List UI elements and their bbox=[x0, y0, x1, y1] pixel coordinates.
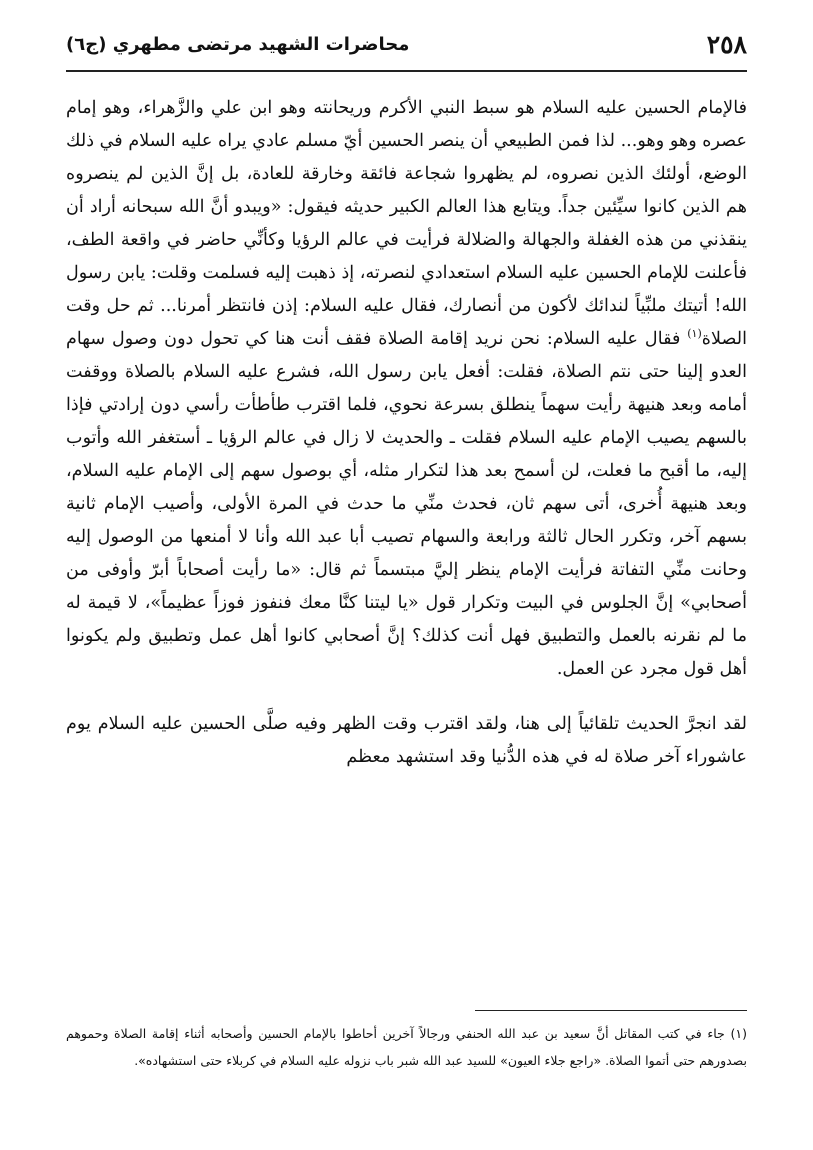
footnote-text: جاء في كتب المقاتل أنَّ سعيد بن عبد الله الحنفي ورجالاً آخرين أحاطوا بالإمام الحسين وأصحابه أثناء إقامة الصلاة وحموهم بصدورهم حتى أتموا الصلاة. «راجع جلاء العيون» للسيد عبد الله شبر باب نزوله عليه السلام في كربلاء حتى استشهاده». bbox=[66, 1026, 747, 1068]
main-text bbox=[66, 92, 747, 774]
running-title: محاضرات الشهيد مرتضى مطهري (ج٦) bbox=[66, 34, 410, 55]
footnote-reference: (١) bbox=[687, 327, 702, 341]
paragraph-text: فقال عليه السلام: نحن نريد إقامة الصلاة فقف أنت هنا كي تحول دون وصول سهام العدو إلينا حتى نتم الصلاة، فقلت: أفعل يابن رسول الله، فشرع عليه السلام بالصلاة ووقفت أمامه وبعد هنيهة رأيت سهماً ينطلق بسرعة نحوي، فلما اقترب طأطأت رأسي دون إرادتي فإذا بالسهم يصيب الإمام عليه السلام فقلت ـ والحديث لا زال في عالم الرؤيا ـ أستغفر الله وأتوب إليه، ما أقبح ما فعلت، لن أسمح بعد هذا لتكرار مثله، أي بوصول سهم إلى الإمام عليه السلام، وبعد هنيهة أُخرى، أتى سهم ثان، فحدث منِّي ما حدث في المرة الأولى، وأصيب الإمام ثانية بسهم آخر، وتكرر الحال ثالثة ورابعة والسهام تصيب أبا عبد الله وأنا لا أمنعها من الوصول إليه وحانت منِّي التفاتة فرأيت الإمام ينظر إليَّ مبتسماً ثم قال: «ما رأيت أصحاباً أبرّ وأوفى من أصحابي» إنَّ الجلوس في البيت وتكرار قول «يا ليتنا كنَّا معك فنفوز فوزاً عظيماً»، لا قيمة له ما لم نقرنه بالعمل والتطبيق فهل أنت كذلك؟ إنَّ أصحابي كانوا أهل عمل وتطبيق ولم يكونوا أهل قول مجرد عن العمل. bbox=[66, 329, 747, 679]
paragraph-text: لقد انجرَّ الحديث تلقائياً إلى هنا، ولقد اقترب وقت الظهر وفيه صلَّى الحسين عليه السلام يوم عاشوراء آخر صلاة له في هذه الدُّنيا وقد استشهد معظم bbox=[66, 714, 747, 767]
page-number: ٢٥٨ bbox=[706, 30, 747, 59]
footnote-divider bbox=[475, 1010, 747, 1011]
page-header bbox=[66, 26, 747, 72]
footnote bbox=[66, 1020, 747, 1074]
paragraph bbox=[66, 708, 747, 774]
footnote-marker: (١) bbox=[730, 1026, 747, 1041]
paragraph-text: فالإمام الحسين عليه السلام هو سبط النبي الأكرم وريحانته وهو ابن علي والزَّهراء، وهو إمام عصره وهو وهو... لذا فمن الطبيعي أن ينصر الحسين أيّ مسلم عادي يراه عليه السلام في ذلك الوضع، أولئك الذين نصروه، لم يظهروا شجاعة فائقة وخارقة للعادة، بل إنَّ الذين لم ينصروه هم الذين كانوا سيِّئين جداً. ويتابع هذا العالم الكبير حديثه فيقول: «ويبدو أنَّ الله سبحانه أراد أن ينقذني من هذه الغفلة والجهالة والضلالة فرأيت في عالم الرؤيا وكأنِّي حاضر في واقعة الطف، فأعلنت للإمام الحسين عليه السلام استعدادي لنصرته، إذ ذهبت إليه فسلمت وقلت: يابن رسول الله! أتيتك ملبِّياً لندائك لأكون من أنصارك، فقال عليه السلام: إذن فانتظر أمرنا... ثم حل وقت الصلاة bbox=[66, 98, 747, 349]
paragraph bbox=[66, 92, 747, 686]
